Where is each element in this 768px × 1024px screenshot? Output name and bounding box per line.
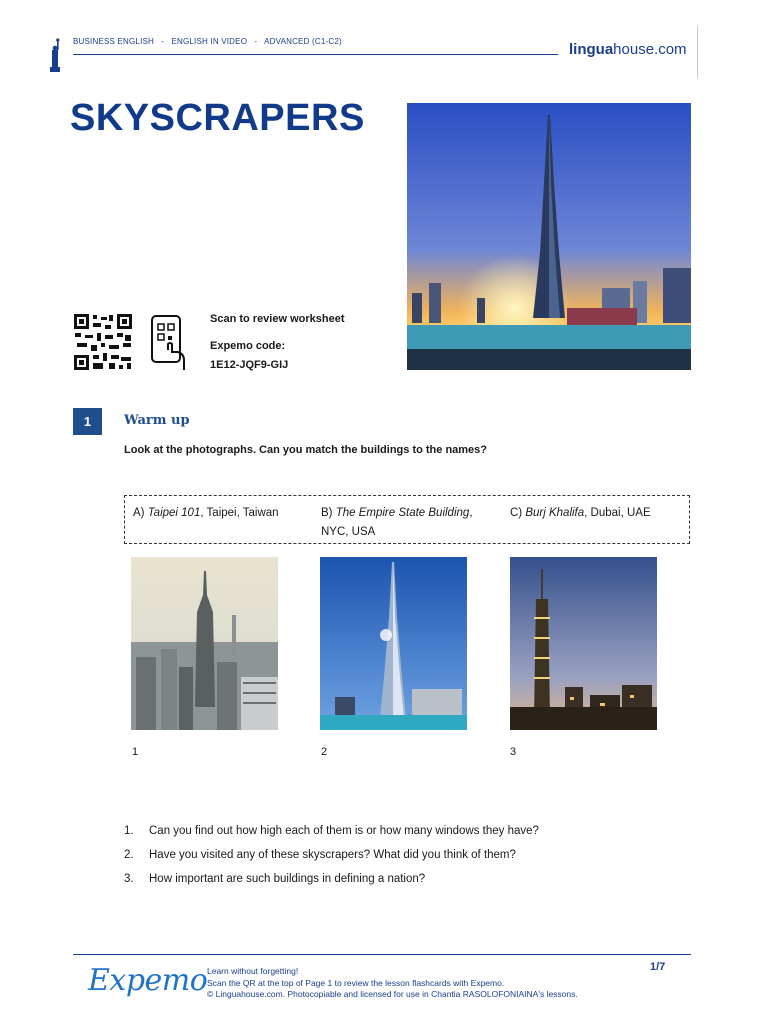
phone-scan-icon xyxy=(150,314,190,372)
header-link-english-in-video[interactable]: ENGLISH IN VIDEO xyxy=(171,37,248,46)
section-title: Warm up xyxy=(124,413,190,428)
footer-divider xyxy=(73,954,691,955)
option-c xyxy=(510,504,685,523)
options-box xyxy=(124,495,690,544)
header-link-level[interactable]: ADVANCED (C1-C2) xyxy=(264,37,342,46)
question-text: How important are such buildings in defining a nation? xyxy=(149,873,426,885)
option-name: Taipei 101 xyxy=(147,507,201,519)
expemo-code-value: 1E12-JQF9-GIJ xyxy=(210,359,289,371)
header-divider xyxy=(73,54,558,55)
expemo-logo[interactable]: Expemo xyxy=(88,963,208,998)
qr-code-image[interactable] xyxy=(73,313,133,371)
question-text: Can you find out how high each of them is or how many windows they have? xyxy=(149,825,539,837)
photo-burj-khalifa xyxy=(320,557,467,730)
option-detail: , NYC, USA xyxy=(321,507,473,538)
option-letter: B) xyxy=(321,507,333,519)
question-number: 3. xyxy=(124,873,134,885)
option-name: The Empire State Building xyxy=(335,507,470,519)
header-breadcrumb xyxy=(73,37,342,46)
logo-bold: lingua xyxy=(569,41,614,58)
question-number: 1. xyxy=(124,825,134,837)
photo-number-1: 1 xyxy=(132,746,139,758)
footer-instruction: Scan the QR at the top of Page 1 to review the lesson flashcards with Expemo. xyxy=(207,977,505,988)
question-text: Have you visited any of these skyscrapers? What did you think of them? xyxy=(149,849,516,861)
question-number: 2. xyxy=(124,849,134,861)
header-vertical-rule xyxy=(697,26,698,78)
scan-instruction: Scan to review worksheet xyxy=(210,313,345,325)
hero-skyscraper-image xyxy=(407,103,691,370)
list-item xyxy=(124,825,539,837)
list-item xyxy=(124,873,425,885)
page-title: SKYSCRAPERS xyxy=(70,97,365,139)
footer-tagline: Learn without forgetting! xyxy=(207,966,299,976)
footer-text xyxy=(207,966,578,1001)
expemo-code-label: Expemo code: xyxy=(210,340,286,352)
list-item xyxy=(124,849,516,861)
option-a xyxy=(133,504,313,523)
separator: - xyxy=(254,37,258,46)
option-b xyxy=(321,504,491,542)
photo-number-3: 3 xyxy=(510,746,517,758)
option-letter: C) xyxy=(510,507,523,519)
section-instruction: Look at the photographs. Can you match the buildings to the names? xyxy=(124,444,488,456)
linguahouse-logo[interactable] xyxy=(569,41,687,58)
logo-rest: house.com xyxy=(613,41,687,58)
separator: - xyxy=(161,37,165,46)
option-letter: A) xyxy=(133,507,145,519)
photo-empire-state xyxy=(131,557,278,730)
header-link-business-english[interactable]: BUSINESS ENGLISH xyxy=(73,37,155,46)
footer-copyright: © Linguahouse.com. Photocopiable and licensed for use in Chantia RASOLOFONIAINA's lessons. xyxy=(207,989,578,999)
option-detail: , Dubai, UAE xyxy=(584,507,651,519)
option-name: Burj Khalifa xyxy=(525,507,585,519)
option-detail: , Taipei, Taiwan xyxy=(200,507,279,519)
page-number: 1/7 xyxy=(650,961,666,973)
photo-number-2: 2 xyxy=(321,746,328,758)
section-number-badge: 1 xyxy=(73,408,102,435)
statue-of-liberty-icon xyxy=(48,38,62,72)
photo-taipei-101 xyxy=(510,557,657,730)
